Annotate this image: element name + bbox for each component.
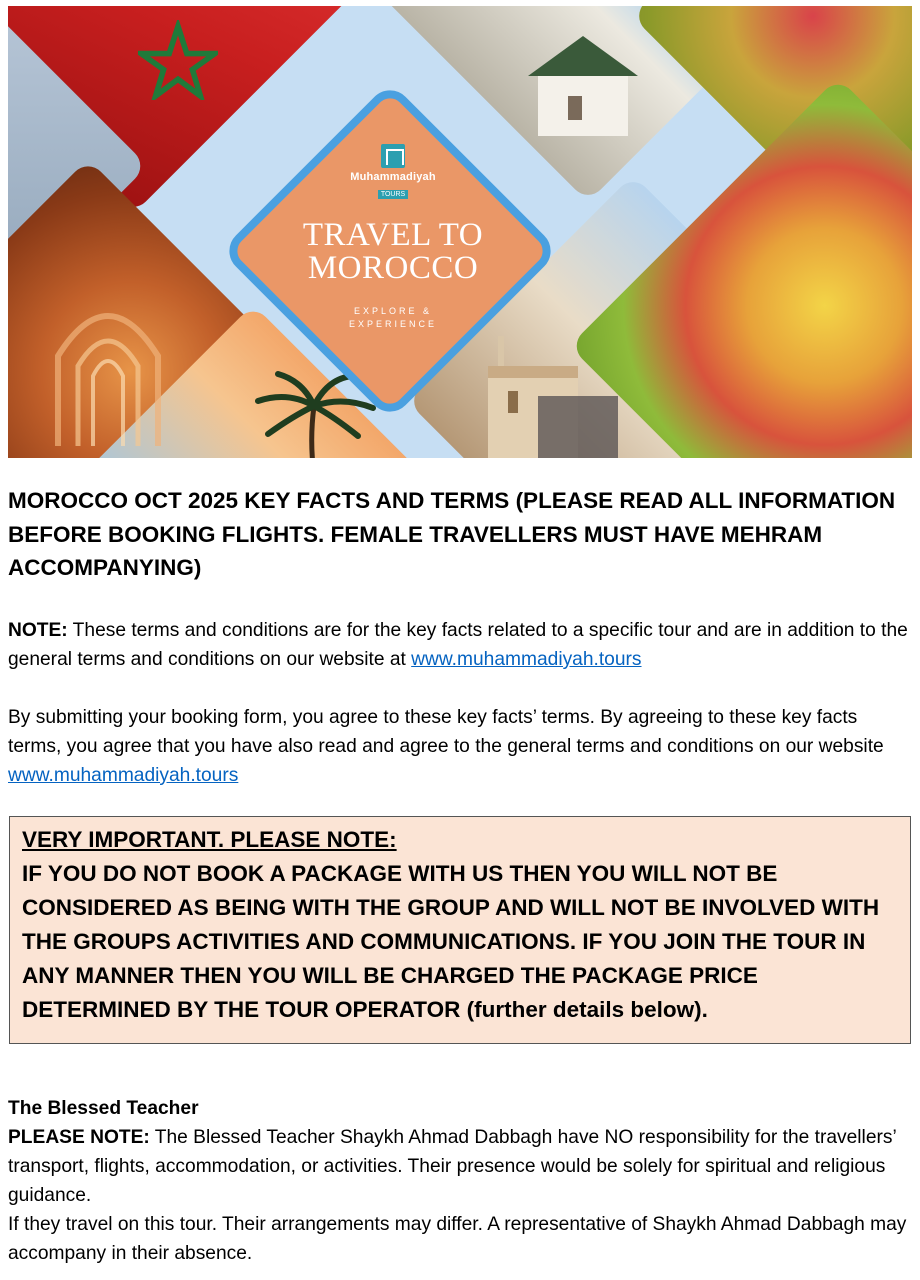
website-link-2[interactable]: www.muhammadiyah.tours <box>8 765 239 786</box>
flag-star-icon <box>138 20 218 100</box>
banner-title-block <box>238 136 548 376</box>
note-label: NOTE: <box>8 620 68 641</box>
banner-subtitle-line2: EXPERIENCE <box>348 319 438 329</box>
teacher-text-2: If they travel on this tour. Their arrangements may differ. A representative of Shaykh Ahmad Dabbagh may accompany in their absence. <box>8 1214 907 1264</box>
agreement-paragraph <box>8 703 914 790</box>
muhammadiyah-logo-icon <box>381 144 405 168</box>
teacher-text-1: The Blessed Teacher Shaykh Ahmad Dabbagh have NO responsibility for the travellers’ transport, flights, accommodation, or activities. Their presence would be solely for spiritual and religious guidance. <box>8 1127 897 1206</box>
banner-subtitle <box>238 305 548 331</box>
agreement-text: By submitting your booking form, you agree to these key facts’ terms. By agreeing to these key facts terms, you agree that you have also read and agree to the general terms and conditions on our website <box>8 707 884 757</box>
teacher-section-title: The Blessed Teacher <box>8 1098 199 1119</box>
page-heading: MOROCCO OCT 2025 KEY FACTS AND TERMS (PLEASE READ ALL INFORMATION BEFORE BOOKING FLIGHTS. FEMALE TRAVELLERS MUST HAVE MEHRAM ACCOMPANYING) <box>8 488 896 580</box>
important-body: IF YOU DO NOT BOOK A PACKAGE WITH US THEN YOU WILL NOT BE CONSIDERED AS BEING WITH THE GROUP AND WILL NOT BE INVOLVED WITH THE GROUPS ACTIVITIES AND COMMUNICATIONS. IF YOU JOIN THE TOUR IN ANY MANNER THEN YOU WILL BE CHARGED THE PACKAGE PRICE DETERMINED BY THE TOUR OPERATOR (further details below). <box>22 861 880 1022</box>
teacher-section-text <box>8 1123 914 1268</box>
website-link[interactable]: www.muhammadiyah.tours <box>411 649 642 670</box>
arches-illustration <box>18 236 258 456</box>
logo-name: Muhammadiyah <box>350 171 436 183</box>
logo-sub: TOURS <box>378 190 408 199</box>
note-paragraph <box>8 616 914 674</box>
important-notice-box <box>9 816 911 1044</box>
banner-title: TRAVEL TO MOROCCO <box>302 217 484 286</box>
teacher-note-label: PLEASE NOTE: <box>8 1127 150 1148</box>
green-roof-illustration <box>508 16 658 136</box>
note-text: These terms and conditions are for the key facts related to a specific tour and are in addition to the general terms and conditions on our website at <box>8 620 908 670</box>
banner-subtitle-line1: EXPLORE & <box>353 306 433 316</box>
banner-image <box>8 6 912 458</box>
important-heading: VERY IMPORTANT. PLEASE NOTE: <box>22 827 397 852</box>
